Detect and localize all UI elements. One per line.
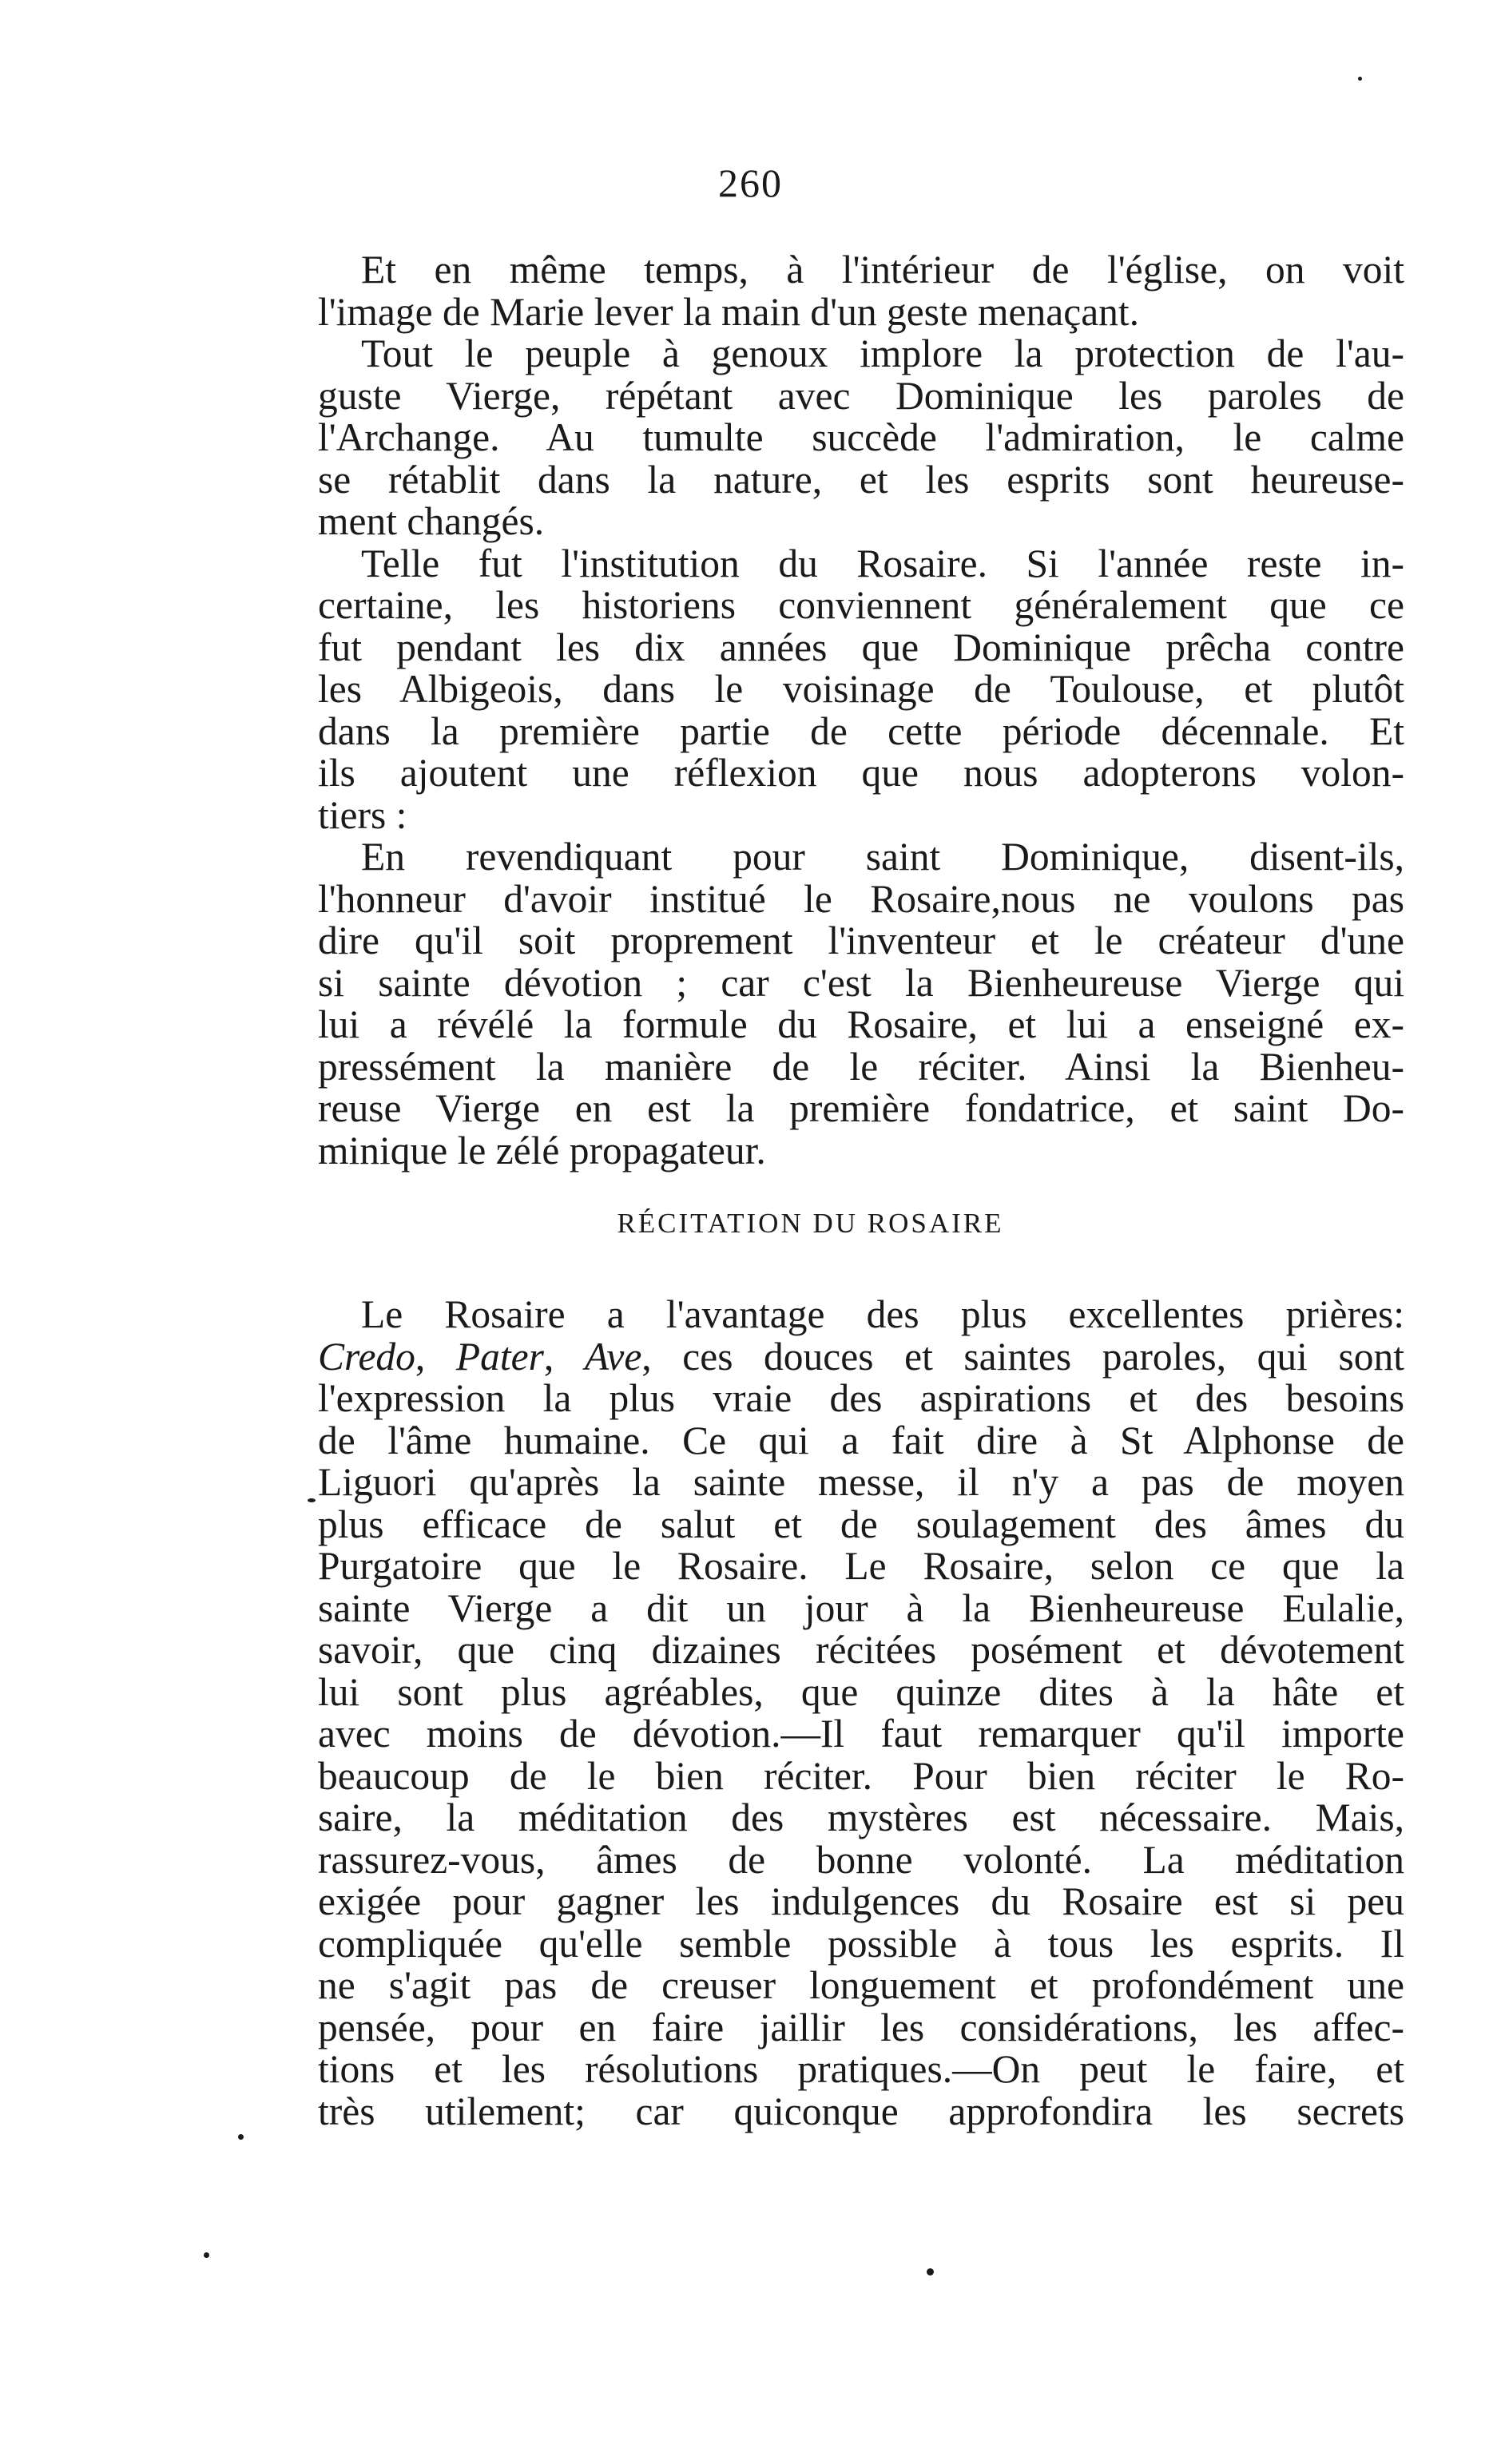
recitation-line: sainte Vierge a dit un jour à la Bienheureuse Eulalie, [318, 1585, 1404, 1630]
separator: , [543, 1334, 585, 1379]
institution-line: Telle fut l'institution du Rosaire. Si l'année reste in- [361, 541, 1404, 585]
institution-line: dire qu'il soit proprement l'inventeur et le créateur d'une [318, 919, 1404, 962]
institution-line: fut pendant les dix années que Dominique prêcha contre [318, 625, 1404, 669]
recitation-line: compliquée qu'elle semble possible à tous les esprits. Il [318, 1921, 1404, 1966]
institution-line: reuse Vierge en est la première fondatrice, et saint Do- [318, 1086, 1404, 1130]
recitation-line: lui sont plus agréables, que quinze dites à la hâte et [318, 1669, 1404, 1714]
recitation-line: Credo, Pater, Ave, ces douces et saintes paroles, qui sont [318, 1334, 1404, 1379]
institution-line: Tout le peuple à genoux implore la protection de l'au- [361, 331, 1404, 375]
prayer-name: Pater [455, 1334, 544, 1379]
recitation-line: ne s'agit pas de creuser longuement et profondément une [318, 1963, 1404, 2007]
speck-mark [1358, 77, 1362, 81]
recitation-line: tions et les résolutions pratiques.—On peut le faire, et [318, 2047, 1404, 2091]
recitation-line: beaucoup de le bien réciter. Pour bien réciter le Ro- [318, 1753, 1404, 1798]
recitation-line: Purgatoire que le Rosaire. Le Rosaire, selon ce que la [318, 1544, 1404, 1588]
institution-line: En revendiquant pour saint Dominique, disent-ils, [361, 835, 1404, 879]
institution-line: ment changés. [318, 499, 545, 543]
institution-line: ils ajoutent une réflexion que nous adopterons volon- [318, 751, 1404, 795]
recitation-line: rassurez-vous, âmes de bonne volonté. La méditation [318, 1837, 1404, 1882]
institution-line: certaine, les historiens conviennent généralement que ce [318, 583, 1404, 627]
recitation-line: Le Rosaire a l'avantage des plus excellentes prières: [361, 1292, 1404, 1336]
text-block-institution [318, 249, 1404, 1172]
speck-mark [204, 2252, 209, 2258]
recitation-line: Liguori qu'après la sainte messe, il n'y a pas de moyen [318, 1460, 1404, 1504]
speck-mark [927, 2268, 934, 2276]
recitation-line: savoir, que cinq dizaines récitées posément et dévotement [318, 1628, 1404, 1672]
recitation-line: pensée, pour en faire jaillir les considérations, les affec- [318, 2005, 1404, 2049]
recitation-line: exigée pour gagner les indulgences du Rosaire est si peu [318, 1879, 1404, 1923]
institution-line: si sainte dévotion ; car c'est la Bienheureuse Vierge qui [318, 960, 1404, 1005]
prayer-name: Credo [318, 1334, 415, 1379]
separator: , [641, 1334, 652, 1379]
institution-line: guste Vierge, répétant avec Dominique les paroles de [318, 373, 1404, 418]
institution-line: l'image de Marie lever la main d'un geste menaçant. [318, 289, 1140, 334]
speck-mark [238, 2134, 244, 2140]
recitation-line: plus efficace de salut et de soulagement des âmes du [318, 1502, 1404, 1546]
institution-line: les Albigeois, dans le voisinage de Toulouse, et plutôt [318, 667, 1404, 711]
institution-line: l'Archange. Au tumulte succède l'admiration, le calme [318, 415, 1404, 459]
institution-line: Et en même temps, à l'intérieur de l'église, on voit [361, 248, 1404, 292]
recitation-line: très utilement; car quiconque approfondira les secrets [318, 2089, 1404, 2133]
speck-mark [308, 1498, 316, 1502]
institution-line: se rétablit dans la nature, et les esprits sont heureuse- [318, 457, 1404, 502]
institution-line: dans la première partie de cette période décennale. Et [318, 708, 1404, 753]
prayer-name: Ave [584, 1334, 642, 1379]
recitation-line: l'expression la plus vraie des aspirations et des besoins [318, 1376, 1404, 1420]
institution-line: pressément la manière de le réciter. Ainsi la Bienheu- [318, 1044, 1404, 1089]
institution-line: l'honneur d'avoir institué le Rosaire,nous ne voulons pas [318, 876, 1404, 921]
institution-line: tiers : [318, 792, 407, 837]
page-number: 260 [718, 161, 783, 205]
recitation-line: de l'âme humaine. Ce qui a fait dire à St Alphonse de [318, 1418, 1404, 1462]
institution-line: minique le zélé propagateur. [318, 1128, 766, 1172]
recitation-line: saire, la méditation des mystères est nécessaire. Mais, [318, 1795, 1404, 1839]
institution-line: lui a révélé la formule du Rosaire, et lui a enseigné ex- [318, 1002, 1404, 1046]
text-block-recitation [318, 1294, 1404, 2133]
recitation-line: avec moins de dévotion.—Il faut remarquer qu'il importe [318, 1712, 1404, 1756]
separator: , [415, 1334, 456, 1379]
section-title: RÉCITATION DU ROSAIRE [617, 1208, 1004, 1239]
